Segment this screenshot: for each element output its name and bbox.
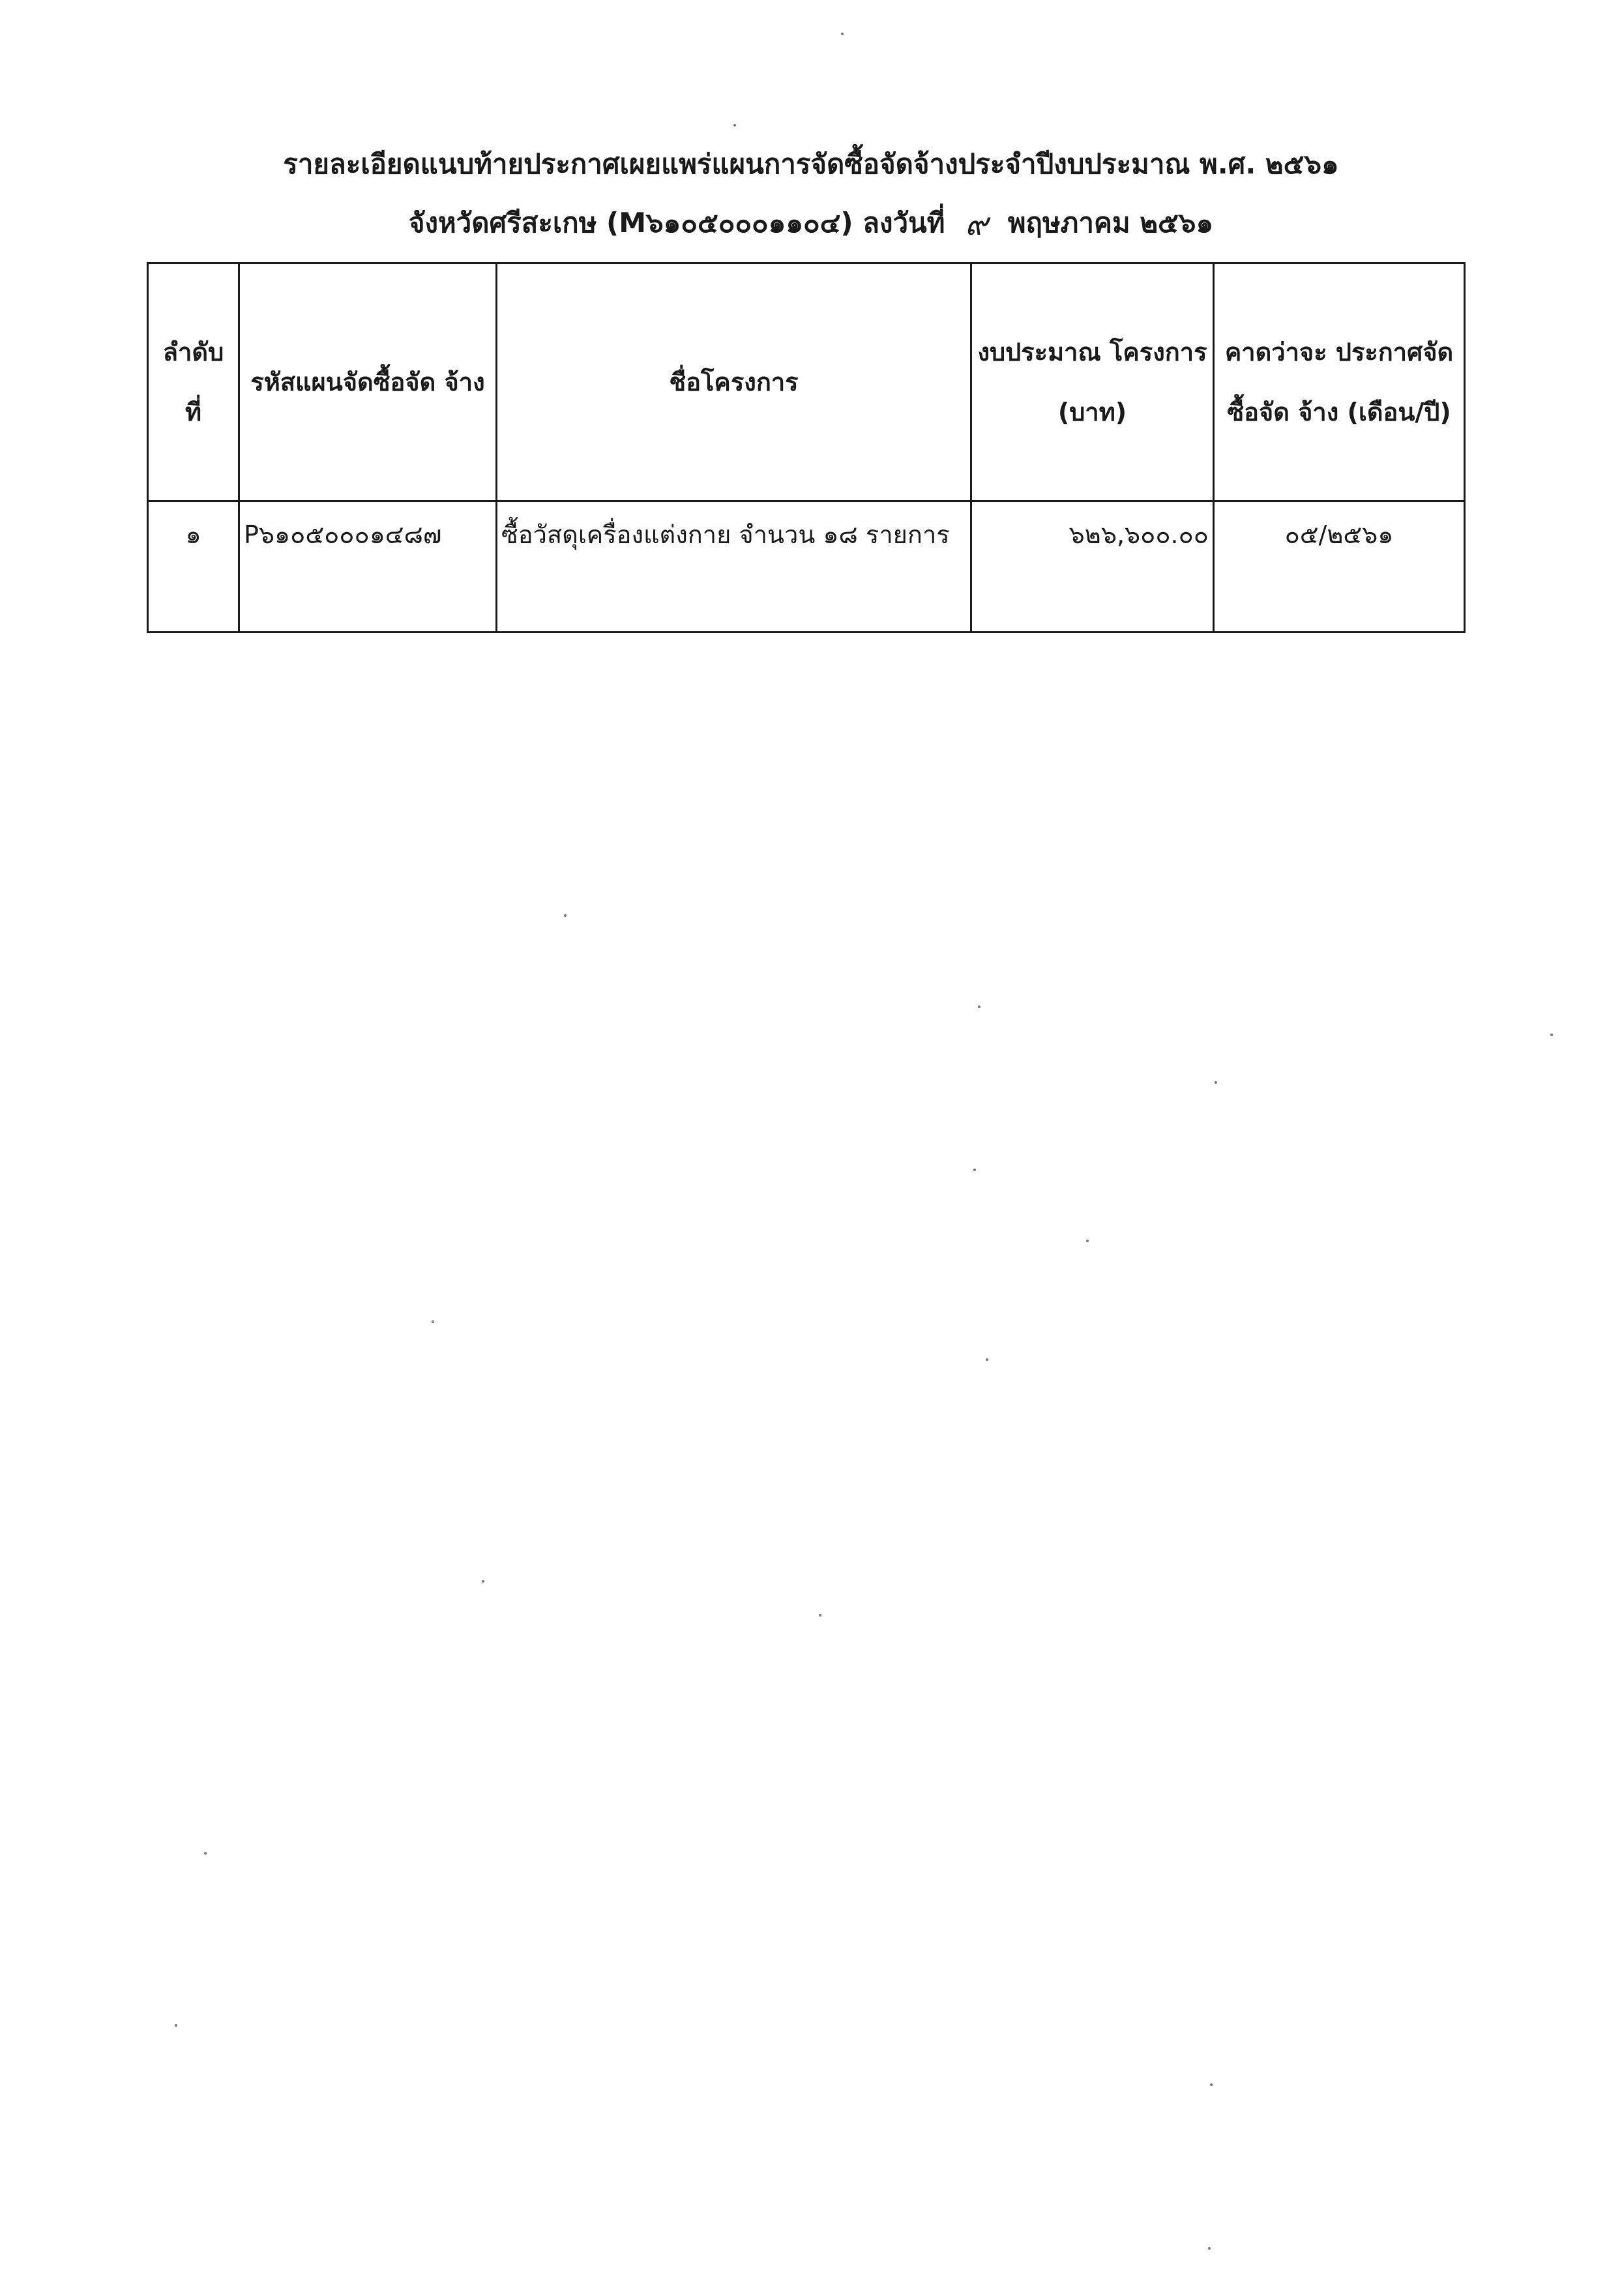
document-subtitle bbox=[0, 203, 1622, 244]
subtitle-text-month-year: พฤษภาคม ๒๕๖๑ bbox=[1007, 207, 1214, 239]
scan-speck bbox=[1086, 1240, 1089, 1242]
header-plan-code: รหัสแผนจัดซื้อจัด จ้าง bbox=[239, 263, 497, 501]
cell-project-name: ซื้อวัสดุเครื่องแต่งกาย จำนวน ๑๘ รายการ bbox=[497, 501, 971, 633]
scan-speck bbox=[564, 914, 567, 917]
document-title bbox=[0, 145, 1622, 184]
scan-speck bbox=[204, 1852, 207, 1855]
cell-plan-code: P๖๑๐๕๐๐๐๑๔๘๗ bbox=[239, 501, 497, 633]
table-row bbox=[148, 501, 1465, 633]
cell-expected-month: ๐๕/๒๕๖๑ bbox=[1214, 501, 1465, 633]
cell-seq: ๑ bbox=[148, 501, 239, 633]
scan-speck bbox=[1215, 1081, 1217, 1084]
scan-speck bbox=[175, 2024, 177, 2027]
subtitle-text-before-date: จังหวัดศรีสะเกษ (M๖๑๐๕๐๐๐๑๑๐๔) ลงวันที่ bbox=[408, 207, 945, 239]
scan-speck bbox=[819, 1614, 821, 1617]
procurement-plan-table bbox=[147, 262, 1466, 633]
header-project-name: ชื่อโครงการ bbox=[497, 263, 971, 501]
scan-speck bbox=[978, 1006, 981, 1008]
header-budget: งบประมาณ โครงการ (บาท) bbox=[971, 263, 1214, 501]
scan-speck bbox=[841, 33, 844, 35]
scan-speck bbox=[1210, 2083, 1213, 2086]
scan-speck bbox=[1550, 1034, 1553, 1036]
scan-speck bbox=[733, 124, 736, 127]
header-expected-month: คาดว่าจะ ประกาศจัดซื้อจัด จ้าง (เดือน/ปี) bbox=[1214, 263, 1465, 501]
table-header-row bbox=[148, 263, 1465, 501]
header-seq: ลำดับ ที่ bbox=[148, 263, 239, 501]
handwritten-day: ๙ bbox=[965, 206, 988, 243]
scan-speck bbox=[1208, 2247, 1211, 2250]
scan-speck bbox=[482, 1580, 484, 1583]
scan-speck bbox=[432, 1320, 434, 1323]
scan-speck bbox=[986, 1358, 988, 1361]
scan-speck bbox=[973, 1169, 976, 1171]
cell-budget: ๖๒๖,๖๐๐.๐๐ bbox=[971, 501, 1214, 633]
title-text: รายละเอียดแนบท้ายประกาศเผยแพร่แผนการจัดซื้อจัดจ้างประจำปีงบประมาณ พ.ศ. ๒๕๖๑ bbox=[283, 148, 1339, 180]
